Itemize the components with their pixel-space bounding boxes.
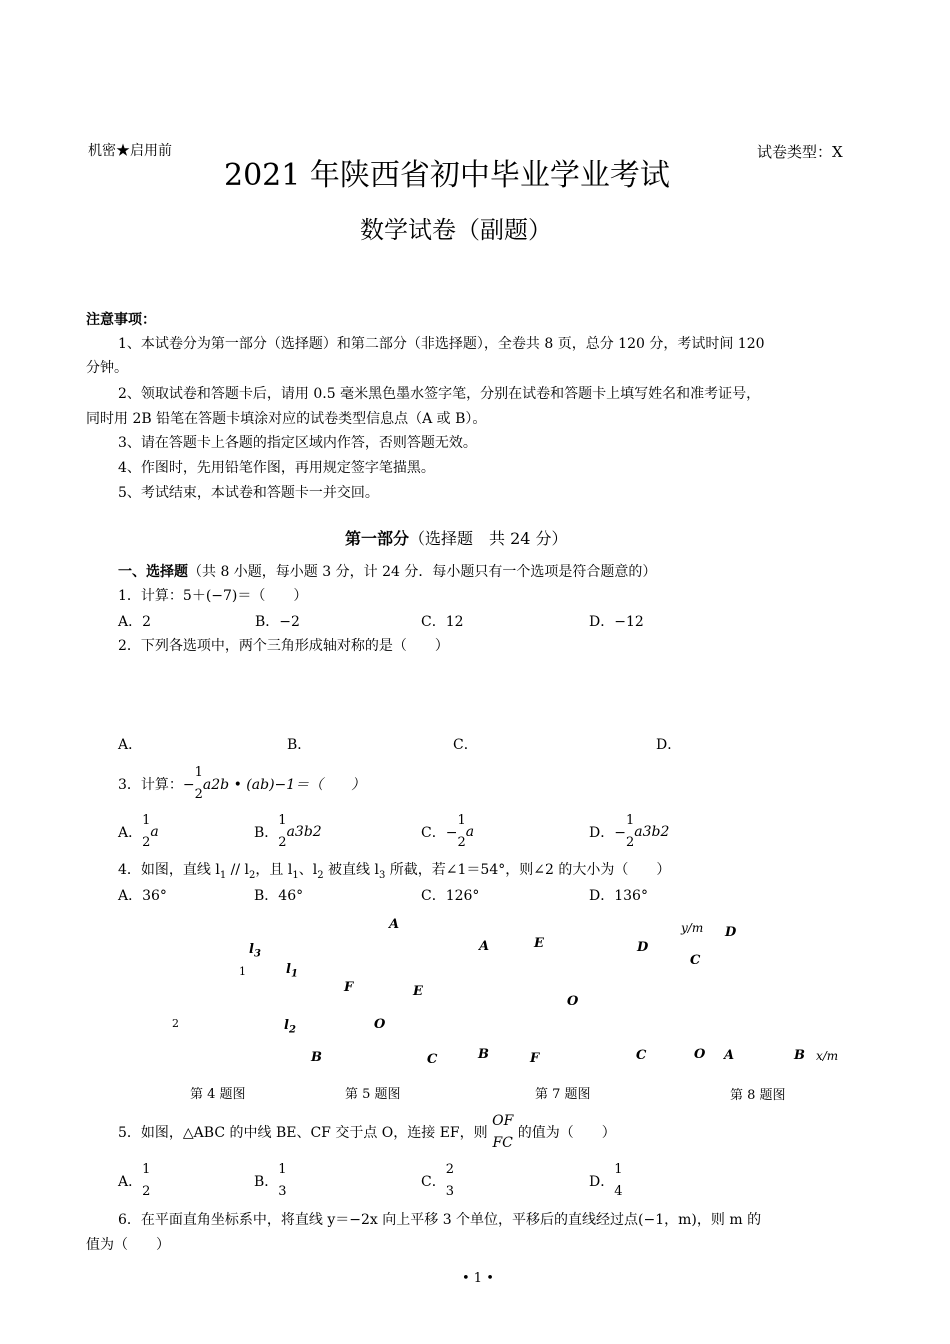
note-2a: 2、领取试卷和答题卡后，请用 0.5 毫米黑色墨水签字笔，分别在试卷和答题卡上填写姓名和准考证号， (118, 386, 761, 402)
q5-d-prefix: D． (589, 1174, 615, 1190)
fig7-label-o: O (567, 994, 579, 1009)
q3-a-den: 2 (142, 835, 151, 850)
q3-stem (118, 762, 365, 806)
fig4-l1 (286, 962, 298, 980)
fig5-label-a: A (389, 917, 400, 932)
section-heading (118, 561, 656, 581)
fig5-label-e: E (413, 984, 423, 999)
q4-sub3: 1 (292, 869, 299, 881)
fig8-label-a: A (724, 1048, 735, 1063)
q3-b-den: 2 (278, 835, 287, 850)
fig4-l1-letter: l (286, 962, 291, 977)
fig5-label-o: O (374, 1017, 386, 1032)
q3-d-den: 2 (625, 835, 635, 850)
fig4-l2-letter: l (284, 1018, 289, 1033)
q3-fraction-den: 2 (194, 787, 203, 802)
q3-prefix: 3．计算：− (118, 777, 195, 793)
page-title: 2021 年陕西省初中毕业学业考试 (224, 158, 670, 193)
q4-sub5: 3 (378, 869, 386, 881)
q5-d-den: 4 (614, 1184, 623, 1199)
fig7-label-b: B (478, 1047, 489, 1062)
q4-stem (118, 859, 670, 881)
q5-a-den: 2 (142, 1184, 151, 1199)
q4-s5: 被直线 l (323, 862, 379, 878)
q5-option-a (118, 1159, 150, 1203)
q5-stem (118, 1110, 616, 1154)
q5-option-c (421, 1159, 454, 1203)
page-subtitle: 数学试卷（副题） (360, 216, 552, 244)
q4-s1: 4．如图，直线 l (118, 862, 220, 878)
q3-c-prefix: C．− (421, 825, 458, 841)
q1-option-d: D．−12 (589, 614, 644, 630)
part1-heading (345, 526, 568, 549)
q4-sub4: 2 (317, 869, 324, 881)
notes-heading: 注意事项： (86, 312, 156, 328)
q5-option-b (254, 1159, 287, 1203)
q5-fraction-num: OF (492, 1113, 514, 1129)
q5-a-num: 1 (142, 1162, 151, 1177)
section-heading-bold: 一、选择题 (118, 564, 188, 580)
fig4-angle-1: 1 (239, 965, 246, 978)
q5-c-den: 3 (445, 1184, 454, 1199)
q3-b-post: a3b2 (286, 824, 322, 840)
fig8-label-d2: D (637, 940, 649, 955)
note-4: 4、作图时，先用铅笔作图，再用规定签字笔描黑。 (118, 460, 435, 476)
q5-option-d (589, 1159, 623, 1203)
q5-a-prefix: A． (118, 1174, 143, 1190)
note-1a: 1、本试卷分为第一部分（选择题）和第二部分（非选择题），全卷共 8 页，总分 120 分，考试时间 120 (118, 336, 765, 352)
q5-s1: 5．如图，△ABC 的中线 BE、CF 交于点 O，连接 EF，则 (118, 1125, 493, 1141)
fig4-caption: 第 4 题图 (190, 1087, 246, 1102)
note-2b: 同时用 2B 铅笔在答题卡填涂对应的试卷类型信息点（A 或 B）。 (86, 411, 487, 427)
q1-option-a: A．2 (118, 614, 152, 630)
q3-c-fraction (457, 810, 465, 854)
q3-d-prefix: D．− (589, 825, 626, 841)
note-3: 3、请在答题卡上各题的指定区域内作答，否则答题无效。 (118, 435, 477, 451)
q1-option-b: B．−2 (255, 614, 300, 630)
q5-a-fraction (142, 1159, 150, 1203)
part1-heading-bold: 第一部分 (345, 529, 410, 548)
fig7-label-a: A (479, 939, 490, 954)
paper-type-label: 试卷类型：X (757, 143, 843, 161)
fig7-label-e: E (534, 936, 544, 951)
fig8-y-axis-label: y/m (681, 921, 704, 935)
q5-b-den: 3 (278, 1184, 287, 1199)
fig8-caption: 第 8 题图 (730, 1088, 786, 1103)
q4-option-c: C．126° (421, 888, 480, 904)
fig4-l3-letter: l (249, 942, 254, 957)
fig4-l3 (249, 942, 261, 960)
q4-s4: 、l (298, 862, 318, 878)
part1-heading-rest: （选择题 共 24 分） (409, 529, 568, 548)
q3-a-prefix: A． (118, 825, 143, 841)
fig8-label-c2: C (636, 1048, 647, 1063)
fig4-l1-sub: 1 (290, 968, 298, 980)
fig8-label-o: O (694, 1047, 706, 1062)
q3-a-num: 1 (142, 813, 151, 828)
q2-option-a: A． (118, 737, 143, 753)
q2-option-c: C． (453, 737, 478, 753)
q2-stem: 2．下列各选项中，两个三角形成轴对称的是（ ） (118, 638, 449, 654)
fig5-caption: 第 5 题图 (345, 1087, 401, 1102)
fig5-label-b: B (311, 1050, 322, 1065)
q3-d-num: 1 (625, 813, 635, 828)
q4-s6: 所截，若∠1＝54°，则∠2 的大小为（ ） (385, 862, 671, 878)
q3-fraction-num: 1 (194, 765, 203, 780)
q5-c-fraction (446, 1159, 454, 1203)
q3-option-a (118, 810, 159, 854)
q3-option-b (254, 810, 322, 854)
q4-option-a: A．36° (118, 888, 167, 904)
q5-d-fraction (614, 1159, 622, 1203)
q6-stem-line2: 值为（ ） (86, 1237, 170, 1253)
q5-c-num: 2 (445, 1162, 454, 1177)
q5-b-prefix: B． (254, 1174, 279, 1190)
q5-s2: 的值为（ ） (513, 1125, 616, 1141)
q3-d-fraction (626, 810, 634, 854)
fig4-angle-2: 2 (172, 1017, 179, 1030)
q3-tail: a2b • (ab)−1＝（ ） (202, 777, 366, 793)
fig5-label-c: C (427, 1052, 438, 1067)
q3-d-post: a3b2 (634, 824, 670, 840)
q4-option-b: B．46° (254, 888, 304, 904)
q3-b-num: 1 (278, 813, 287, 828)
page-number: • 1 • (462, 1271, 494, 1286)
q3-a-post: a (150, 824, 159, 840)
q4-option-d: D．136° (589, 888, 648, 904)
q5-b-num: 1 (278, 1162, 287, 1177)
q5-c-prefix: C． (421, 1174, 446, 1190)
fig4-l3-sub: 3 (253, 948, 261, 960)
fig5-label-f: F (344, 980, 354, 995)
note-5: 5、考试结束，本试卷和答题卡一并交回。 (118, 485, 379, 501)
q1-stem: 1．计算：5＋(−7)＝（ ） (118, 588, 308, 604)
q3-option-c (421, 810, 474, 854)
q4-sub2: 2 (249, 869, 256, 881)
fig7-label-f: F (530, 1051, 540, 1066)
q1-option-c: C．12 (421, 614, 464, 630)
fig7-caption: 第 7 题图 (535, 1087, 591, 1102)
q4-s3: ，且 l (255, 862, 293, 878)
q5-d-num: 1 (614, 1162, 623, 1177)
q3-option-d (589, 810, 669, 854)
fig8-label-c1: C (690, 953, 701, 968)
q3-b-prefix: B． (254, 825, 279, 841)
q3-b-fraction (278, 810, 286, 854)
q4-s2: // l (226, 862, 250, 878)
fig4-l2-sub: 2 (288, 1024, 296, 1036)
confidential-label: 机密★启用前 (88, 143, 172, 159)
q6-stem-line1: 6．在平面直角坐标系中，将直线 y＝−2x 向上平移 3 个单位，平移后的直线经过点(−1，m)，则 m 的 (118, 1212, 762, 1228)
q3-c-den: 2 (457, 835, 466, 850)
q3-c-post: a (465, 824, 475, 840)
section-heading-rest: （共 8 小题，每小题 3 分，计 24 分．每小题只有一个选项是符合题意的） (188, 564, 657, 580)
q4-sub1: 1 (219, 869, 227, 881)
fig8-label-d1: D (725, 925, 737, 940)
q2-option-d: D． (656, 737, 682, 753)
q5-fraction (492, 1110, 513, 1154)
q5-fraction-den: FC (492, 1135, 513, 1151)
q3-c-num: 1 (457, 813, 466, 828)
note-1b: 分钟。 (86, 360, 128, 376)
q3-fraction (195, 762, 203, 806)
fig8-label-b: B (794, 1048, 805, 1063)
q2-option-b: B． (287, 737, 312, 753)
q5-b-fraction (278, 1159, 286, 1203)
fig8-x-axis-label: x/m (816, 1049, 839, 1063)
fig4-l2 (284, 1018, 296, 1036)
